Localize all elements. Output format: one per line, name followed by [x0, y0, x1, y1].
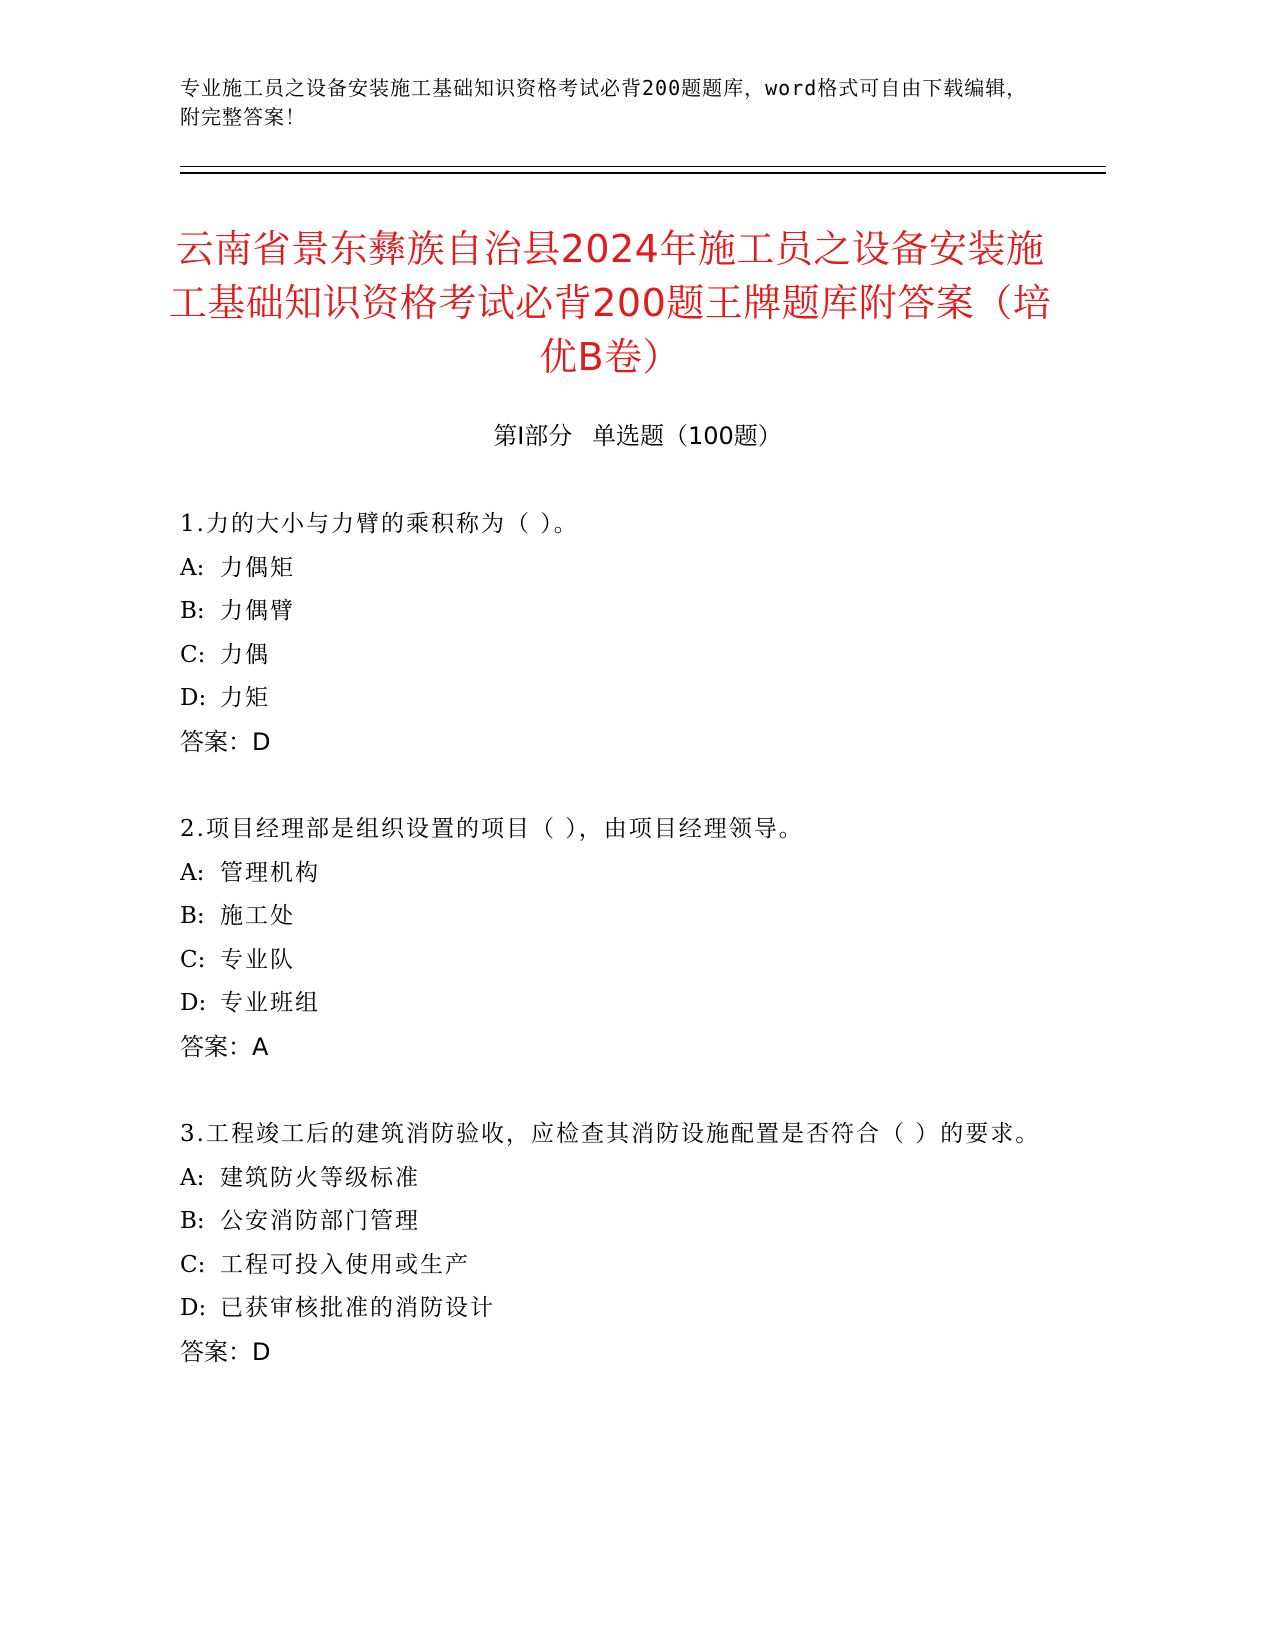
option-label: A: — [180, 554, 205, 581]
option-label: A: — [180, 859, 205, 886]
option-b — [180, 895, 1060, 939]
option-c — [180, 939, 1060, 983]
option-text: 力偶臂 — [220, 598, 295, 624]
option-b — [180, 1200, 1060, 1244]
option-label: C: — [180, 946, 206, 973]
option-text: 力偶矩 — [220, 554, 295, 581]
option-label: D: — [180, 685, 207, 711]
section-name: 单选题（100题） — [591, 422, 782, 450]
option-label: B: — [180, 903, 205, 929]
option-text: 管理机构 — [220, 859, 320, 886]
option-text: 力矩 — [220, 685, 270, 711]
option-d — [180, 677, 1060, 721]
option-a — [180, 852, 1060, 896]
option-label: B: — [180, 598, 205, 624]
answer-line: 答案：A — [180, 1032, 269, 1061]
option-text: 力偶 — [220, 641, 270, 668]
document-header-note: 专业施工员之设备安装施工基础知识资格考试必背200题题库，word格式可自由下载编辑，附完整答案！ — [180, 76, 1028, 129]
option-text: 公安消防部门管理 — [220, 1208, 420, 1234]
section-heading — [0, 420, 1275, 452]
option-label: D: — [180, 990, 207, 1016]
answer-line: 答案：D — [180, 1337, 271, 1366]
option-a — [180, 547, 1060, 591]
option-b — [180, 590, 1060, 634]
question-2 — [180, 808, 1060, 1069]
section-part: 第Ⅰ部分 — [493, 422, 573, 450]
option-label: B: — [180, 1208, 205, 1234]
header-divider-thick — [180, 172, 1106, 174]
option-text: 建筑防火等级标准 — [220, 1164, 420, 1191]
option-label: C: — [180, 641, 206, 668]
option-text: 已获审核批准的消防设计 — [220, 1295, 495, 1321]
answer-line: 答案：D — [180, 727, 271, 756]
question-1 — [180, 503, 1060, 764]
question-stem: 3.工程竣工后的建筑消防验收，应检查其消防设施配置是否符合（ ）的要求。 — [180, 1121, 1041, 1147]
document-title: 云南省景东彝族自治县2024年施工员之设备安装施工基础知识资格考试必背200题王牌题库附答案（培优B卷） — [168, 227, 1052, 379]
option-text: 专业队 — [220, 946, 295, 973]
option-c — [180, 1244, 1060, 1288]
header-divider-thin — [180, 166, 1106, 167]
option-c — [180, 634, 1060, 678]
option-d — [180, 1287, 1060, 1331]
question-stem: 2.项目经理部是组织设置的项目（ ），由项目经理领导。 — [180, 816, 804, 842]
option-label: C: — [180, 1251, 206, 1278]
option-text: 专业班组 — [220, 990, 320, 1016]
option-label: A: — [180, 1164, 205, 1191]
option-text: 工程可投入使用或生产 — [220, 1251, 470, 1278]
question-stem: 1.力的大小与力臂的乘积称为（ ）。 — [180, 511, 579, 537]
option-a — [180, 1157, 1060, 1201]
question-3 — [180, 1113, 1060, 1374]
option-d — [180, 982, 1060, 1026]
option-label: D: — [180, 1295, 207, 1321]
option-text: 施工处 — [220, 903, 295, 929]
